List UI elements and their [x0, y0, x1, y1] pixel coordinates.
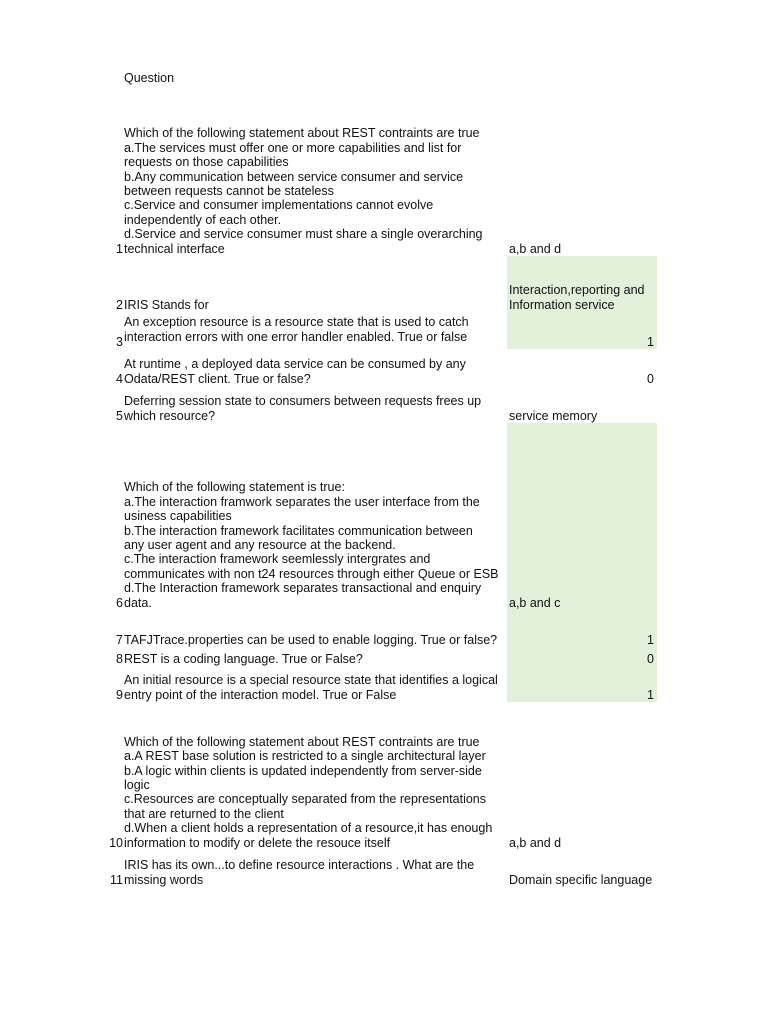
answer-text: a,b and d [509, 241, 562, 256]
question-row [0, 349, 768, 386]
question-row [0, 386, 768, 423]
question-text: Which of the following statement about REST contraints are true a.A REST base solution is restricted to a single architectural layer b.A logic within clients is updated independently from server-side logic c.Resources are conceptually separated from the representations that are returned to the client d.When a client holds a representation of a resource,it has enough information to modify or delete the resouce itself [124, 734, 493, 850]
question-row [0, 702, 768, 850]
answer-text: Domain specific language [509, 872, 653, 887]
question-number: 2 [116, 297, 123, 312]
question-row [0, 312, 768, 349]
question-row [0, 850, 768, 887]
question-number: 10 [109, 835, 123, 850]
answer-cell [507, 647, 657, 666]
answer-cell [507, 312, 657, 349]
question-row [0, 120, 768, 256]
question-row [0, 647, 768, 666]
answer-text: 1 [647, 334, 654, 349]
question-number: 9 [116, 687, 123, 702]
answer-text: Interaction,reporting and Information service [509, 283, 645, 312]
question-row [0, 256, 768, 312]
question-text: Deferring session state to consumers between requests frees up which resource? [124, 394, 482, 423]
question-text: An initial resource is a special resource state that identifies a logical entry point of the interaction model. True or False [124, 673, 498, 702]
question-text: At runtime , a deployed data service can be consumed by any Odata/REST client. True or false? [124, 357, 466, 386]
answer-text: 1 [647, 687, 654, 702]
answer-text: a,b and c [509, 595, 561, 610]
answer-cell [507, 850, 657, 887]
column-header-question: Question [124, 71, 175, 85]
question-row [0, 423, 768, 610]
question-number: 1 [116, 241, 123, 256]
question-text: REST is a coding language. True or False? [124, 651, 363, 666]
answer-cell [507, 702, 657, 850]
answer-text: 0 [647, 651, 654, 666]
answer-cell [507, 386, 657, 423]
question-number: 6 [116, 595, 123, 610]
question-number: 8 [116, 651, 123, 666]
question-text: IRIS Stands for [124, 297, 209, 312]
answer-cell [507, 666, 657, 702]
answer-cell [507, 256, 657, 312]
answer-text: service memory [509, 408, 598, 423]
question-number: 3 [116, 334, 123, 349]
answer-text: 0 [647, 371, 654, 386]
answer-text: a,b and d [509, 835, 562, 850]
answer-text: 1 [647, 632, 654, 647]
question-row [0, 610, 768, 647]
answer-cell [507, 120, 657, 256]
question-row [0, 666, 768, 702]
answer-cell [507, 349, 657, 386]
question-text: Which of the following statement is true: a.The interaction framwork separates the user interface from the usiness capabilities b.The interaction framework facilitates communication between any user agent and any resource at the backend. c.The interaction framework seemlessly intergrates and communicates with non t24 resources through either Queue or ESB d.The Interaction framework separates transactional and enquiry data. [124, 480, 499, 610]
question-number: 7 [116, 632, 123, 647]
question-number: 4 [116, 371, 123, 386]
question-number: 5 [116, 408, 123, 423]
answer-cell [507, 610, 657, 647]
question-text: An exception resource is a resource state that is used to catch interaction errors with one error handler enabled. True or false [124, 315, 469, 344]
answer-cell [507, 423, 657, 610]
question-text: Which of the following statement about REST contraints are true a.The services must offer one or more capabilities and list for requests on those capabilities b.Any communication between service consumer and service between requests cannot be stateless c.Service and consumer implementations cannot evolve independently of each other. d.Service and service consumer must share a single overarching technical interface [124, 126, 483, 256]
question-text: TAFJTrace.properties can be used to enable logging. True or false? [124, 632, 498, 647]
question-text: IRIS has its own...to define resource interactions . What are the missing words [124, 858, 475, 887]
question-number: 11 [110, 872, 123, 887]
